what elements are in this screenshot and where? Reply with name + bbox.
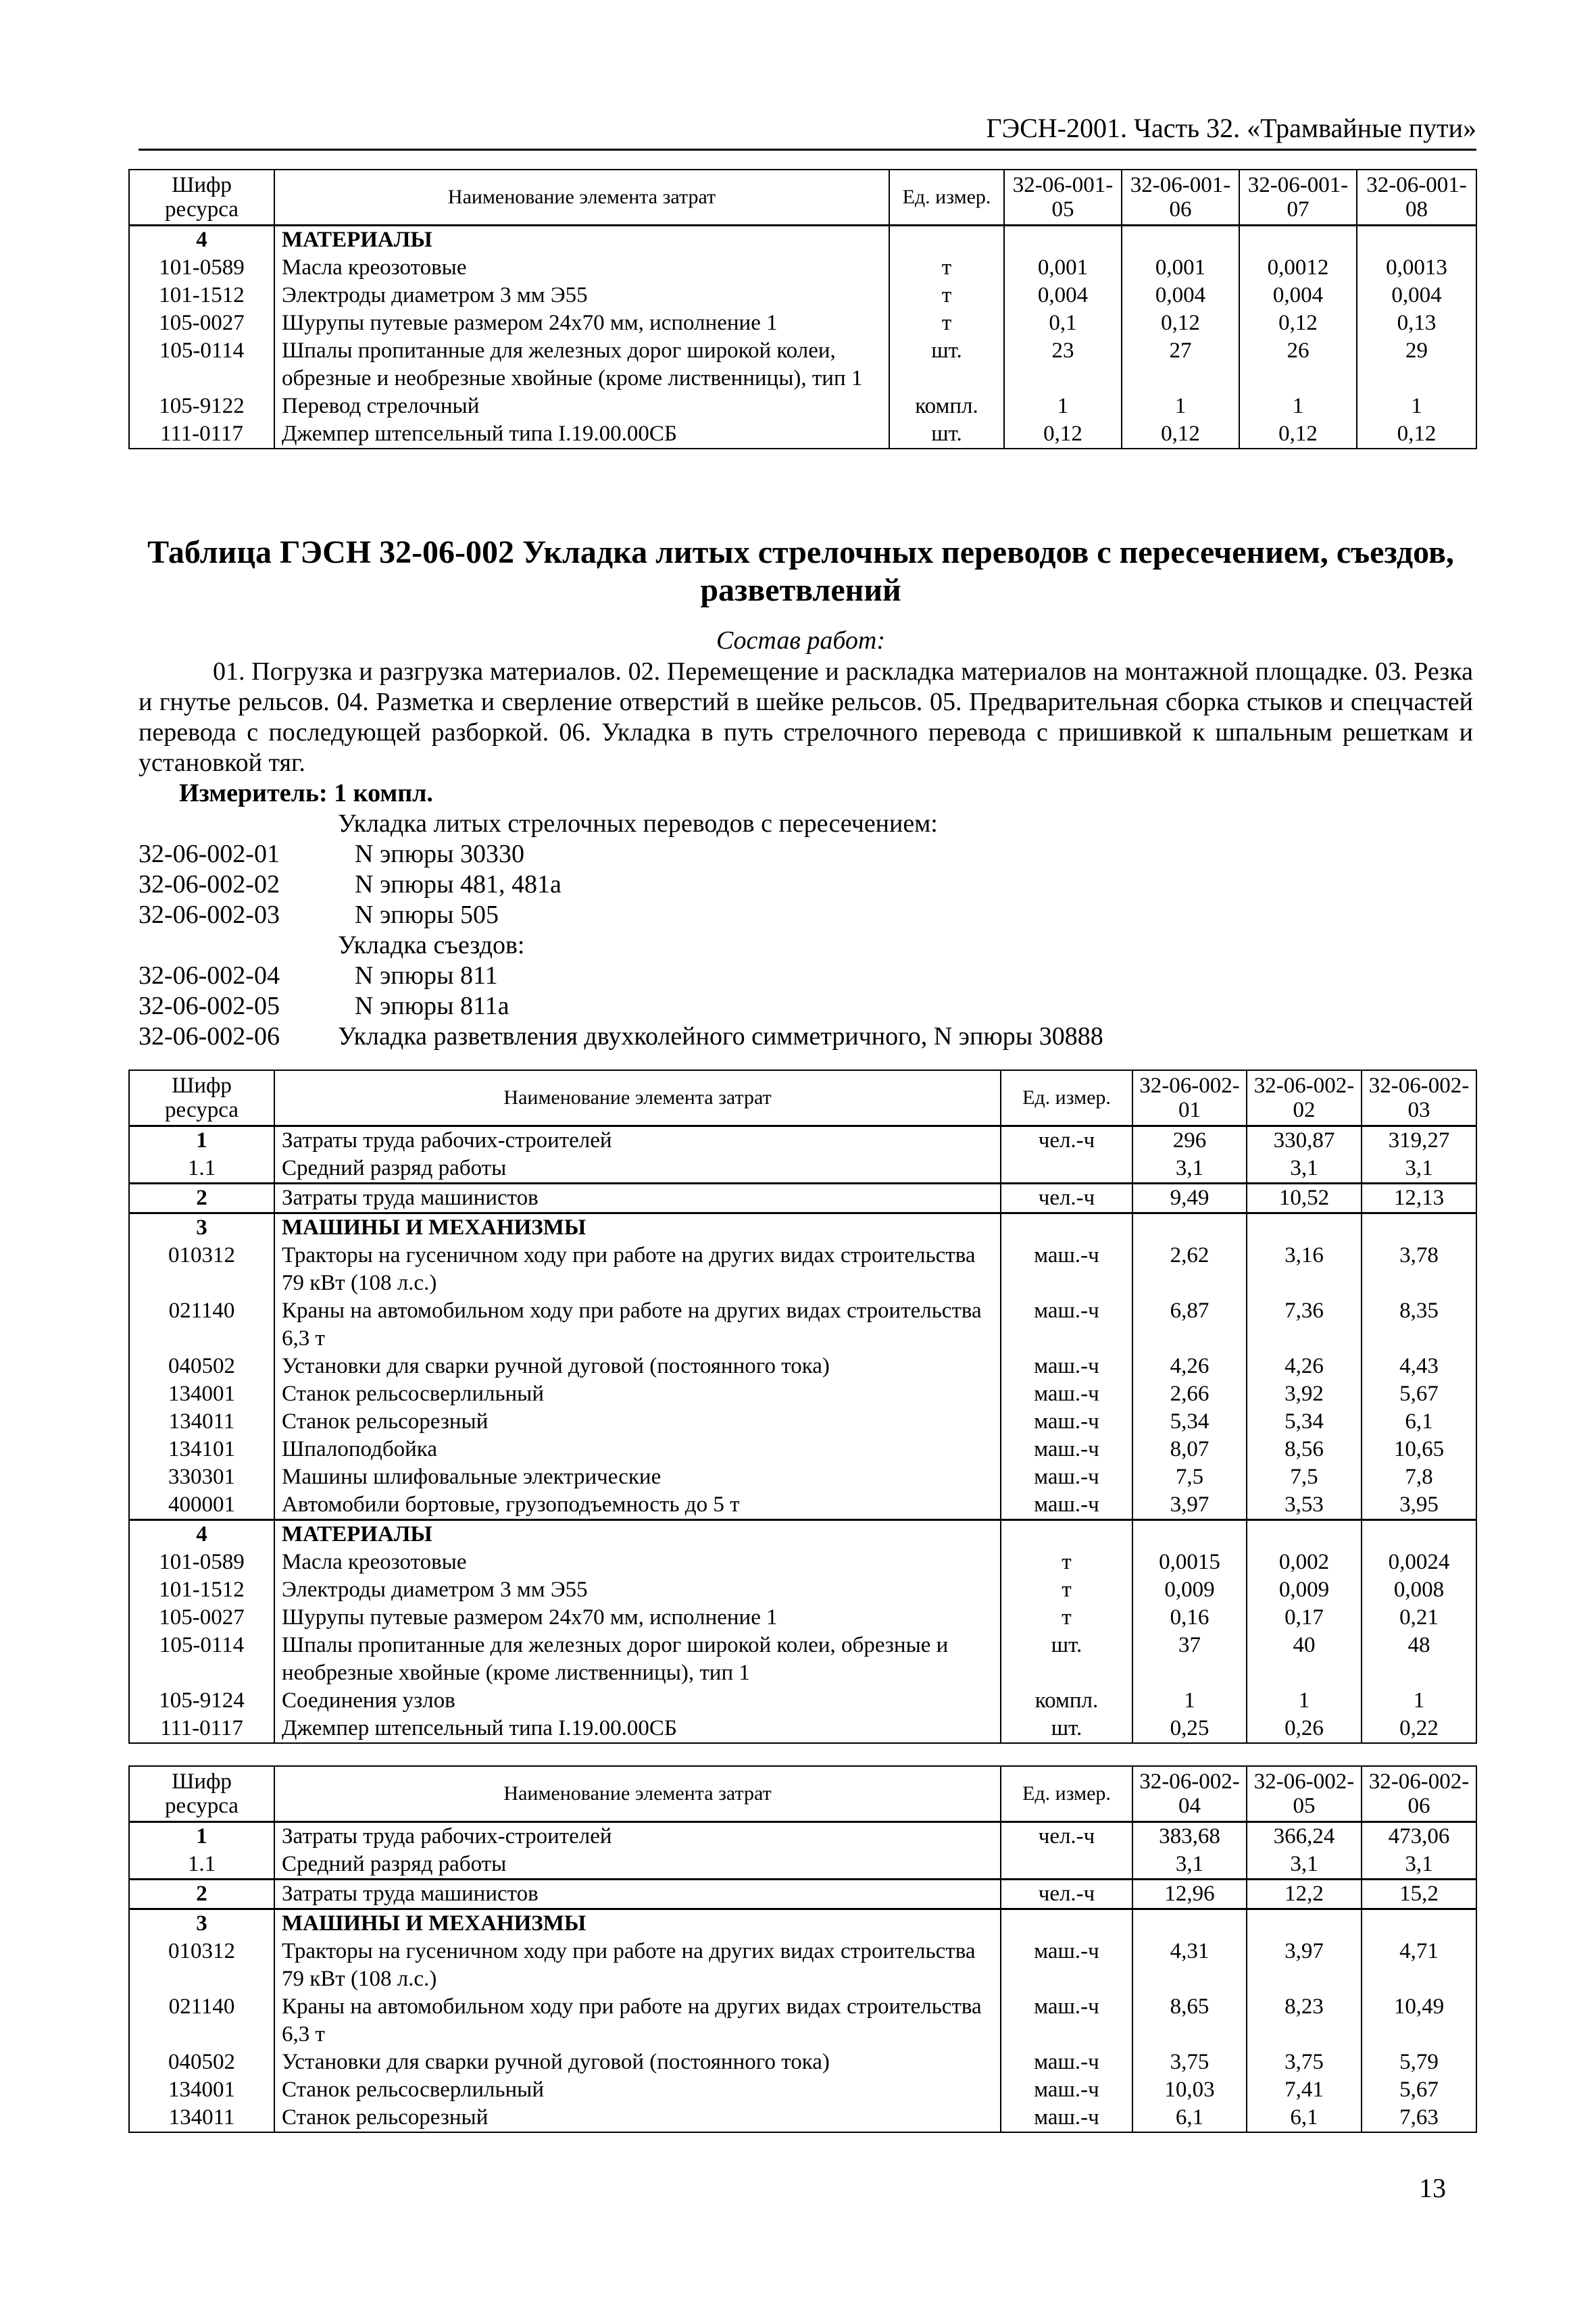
list-item: [139, 1022, 1473, 1052]
header-unit: Ед. измер.: [889, 170, 1004, 226]
table-row: 101-0589 Масла креозотовые т 0,0015 0,002 0,0024: [129, 1549, 1476, 1576]
table-row: 1 Затраты труда рабочих-строителей чел.-ч 296 330,87 319,27: [129, 1126, 1476, 1155]
value-cell: 0,004: [1239, 282, 1357, 309]
resource-code: 111-0117: [129, 420, 274, 449]
section-row: 3 МАШИНЫ И МЕХАНИЗМЫ: [129, 1909, 1476, 1938]
value-cell: 29: [1357, 337, 1476, 393]
item-group-heading: Укладка литых стрелочных переводов с пересечением:: [338, 809, 938, 838]
table-row: 400001 Автомобили бортовые, грузоподъемность до 5 т маш.-ч 3,97 3,53 3,95: [129, 1491, 1476, 1520]
resource-name: Масла креозотовые: [274, 254, 889, 282]
header-name: Наименование элемента затрат: [274, 170, 889, 226]
value-cell: 27: [1122, 337, 1239, 393]
table-row: 1.1 Средний разряд работы 3,1 3,1 3,1: [129, 1851, 1476, 1880]
value-cell: 0,12: [1122, 309, 1239, 337]
value-cell: 1: [1122, 393, 1239, 420]
value-cell: 1: [1004, 393, 1122, 420]
table-row: 2 Затраты труда машинистов чел.-ч 12,96 12,2 15,2: [129, 1880, 1476, 1909]
table-row: 010312 Тракторы на гусеничном ходу при работе на других видах строительства 79 кВт (108 л.с.) маш.-ч 4,31 3,97 4,71: [129, 1938, 1476, 1993]
table-row: 134011 Станок рельсорезный маш.-ч 5,34 5,34 6,1: [129, 1408, 1476, 1436]
list-item: [139, 900, 1473, 930]
value-cell: 26: [1239, 337, 1357, 393]
header-code: Шифр ресурса: [129, 1070, 274, 1126]
running-header: ГЭСН-2001. Часть 32. «Трамвайные пути»: [139, 108, 1476, 151]
resource-unit: т: [889, 309, 1004, 337]
header-col: 32-06-002-02: [1247, 1070, 1362, 1126]
header-name: Наименование элемента затрат: [274, 1070, 1001, 1126]
resource-name: Шпалы пропитанные для железных дорог широкой колеи, обрезные и необрезные хвойные (кроме лиственницы), тип 1: [274, 337, 889, 393]
resource-unit: т: [889, 254, 1004, 282]
value-cell: 0,1: [1004, 309, 1122, 337]
header-code: Шифр ресурса: [129, 1766, 274, 1822]
table-row: 1.1 Средний разряд работы 3,1 3,1 3,1: [129, 1155, 1476, 1184]
header-code: Шифр ресурса: [129, 170, 274, 226]
value-cell: 0,0013: [1357, 254, 1476, 282]
item-code: 32-06-002-01: [139, 840, 280, 868]
value-cell: 23: [1004, 337, 1122, 393]
value-cell: 0,12: [1122, 420, 1239, 449]
item-text: N эпюры 30330: [355, 840, 525, 868]
resource-name: Перевод стрелочный: [274, 393, 889, 420]
value-cell: 0,004: [1004, 282, 1122, 309]
resource-code: 105-9122: [129, 393, 274, 420]
resource-unit: шт.: [889, 337, 1004, 393]
table-row: 2 Затраты труда машинистов чел.-ч 9,49 10,52 12,13: [129, 1184, 1476, 1213]
item-text: Укладка разветвления двухколейного симметричного, N эпюры 30888: [338, 1022, 1103, 1051]
header-col: 32-06-001-07: [1239, 170, 1357, 226]
table-row: [129, 393, 1476, 420]
resource-name: Электроды диаметром 3 мм Э55: [274, 282, 889, 309]
item-text: N эпюры 811а: [355, 992, 509, 1020]
table-resources-002-04-06: [128, 1765, 1477, 2133]
table-header-row: [129, 1766, 1476, 1822]
resource-unit: т: [889, 282, 1004, 309]
value-cell: 0,12: [1239, 420, 1357, 449]
value-cell: 0,001: [1004, 254, 1122, 282]
resource-unit: шт.: [889, 420, 1004, 449]
page-number: 13: [1419, 2173, 1446, 2203]
table-row: 134001 Станок рельсосверлильный маш.-ч 2,66 3,92 5,67: [129, 1380, 1476, 1408]
table-row: 101-1512 Электроды диаметром 3 мм Э55 т 0,009 0,009 0,008: [129, 1576, 1476, 1604]
table-row: [129, 282, 1476, 309]
table-row: 134101 Шпалоподбойка маш.-ч 8,07 8,56 10,65: [129, 1436, 1476, 1463]
resource-name: Шурупы путевые размером 24х70 мм, исполнение 1: [274, 309, 889, 337]
table-row: 105-0027 Шурупы путевые размером 24х70 мм, исполнение 1 т 0,16 0,17 0,21: [129, 1604, 1476, 1632]
section-row: [129, 226, 1476, 255]
table-resources-002-01-03: [128, 1070, 1477, 1744]
header-col: 32-06-002-05: [1247, 1766, 1362, 1822]
item-code: 32-06-002-05: [139, 992, 280, 1020]
value-cell: 0,12: [1239, 309, 1357, 337]
value-cell: 1: [1357, 393, 1476, 420]
resource-code: 105-0027: [129, 309, 274, 337]
table-row: 134011 Станок рельсорезный маш.-ч 6,1 6,1 7,63: [129, 2104, 1476, 2132]
header-unit: Ед. измер.: [1001, 1070, 1132, 1126]
section-row: 3 МАШИНЫ И МЕХАНИЗМЫ: [129, 1213, 1476, 1242]
list-item: [139, 839, 1473, 870]
value-cell: 1: [1239, 393, 1357, 420]
table-row: 111-0117 Джемпер штепсельный типа I.19.00.00СБ шт. 0,25 0,26 0,22: [129, 1715, 1476, 1743]
list-item: [139, 991, 1473, 1022]
item-group-heading: Укладка съездов:: [338, 931, 525, 959]
list-item: [139, 870, 1473, 900]
value-cell: 0,001: [1122, 254, 1239, 282]
table-row: 021140 Краны на автомобильном ходу при работе на других видах строительства 6,3 т маш.-ч 6,87 7,36 8,35: [129, 1297, 1476, 1353]
section-code: 4: [129, 226, 274, 255]
header-col: 32-06-001-06: [1122, 170, 1239, 226]
header-unit: Ед. измер.: [1001, 1766, 1132, 1822]
table-row: 040502 Установки для сварки ручной дуговой (постоянного тока) маш.-ч 3,75 3,75 5,79: [129, 2048, 1476, 2076]
item-text: N эпюры 811: [355, 961, 498, 990]
header-col: 32-06-002-01: [1132, 1070, 1247, 1126]
value-cell: 0,0012: [1239, 254, 1357, 282]
table-row: 010312 Тракторы на гусеничном ходу при работе на других видах строительства 79 кВт (108 л.с.) маш.-ч 2,62 3,16 3,78: [129, 1242, 1476, 1297]
header-col: 32-06-002-06: [1362, 1766, 1476, 1822]
resource-unit: компл.: [889, 393, 1004, 420]
meter-label: Измеритель: 1 компл.: [179, 779, 433, 807]
resource-code: 101-1512: [129, 282, 274, 309]
item-list: [139, 809, 1473, 1052]
resource-code: 101-0589: [129, 254, 274, 282]
item-code: 32-06-002-03: [139, 901, 280, 929]
value-cell: 0,12: [1004, 420, 1122, 449]
item-code: 32-06-002-02: [139, 870, 280, 899]
table-title: Таблица ГЭСН 32-06-002 Укладка литых стрелочных переводов с пересечением, съездов, разветвлений: [147, 534, 1454, 608]
header-col: 32-06-002-04: [1132, 1766, 1247, 1822]
table-row: [129, 420, 1476, 449]
resource-name: Джемпер штепсельный типа I.19.00.00СБ: [274, 420, 889, 449]
value-cell: 0,13: [1357, 309, 1476, 337]
header-col: 32-06-002-03: [1362, 1070, 1476, 1126]
table-row: 1 Затраты труда рабочих-строителей чел.-ч 383,68 366,24 473,06: [129, 1822, 1476, 1851]
work-composition-text: 01. Погрузка и разгрузка материалов. 02. Перемещение и раскладка материалов на монтажной площадке. 03. Резка и гнутье рельсов. 04. Разметка и сверление отверстий в шейке рельсов. 05. Предварительная сборка стыков и спецчастей перевода с последующей разборкой. 06. Укладка в путь стрелочного перевода с пришивкой к шпальным решеткам и установкой тяг.: [139, 657, 1473, 777]
table-row: 330301 Машины шлифовальные электрические маш.-ч 7,5 7,5 7,8: [129, 1463, 1476, 1491]
table-row: [129, 337, 1476, 393]
work-composition-label: Состав работ:: [716, 626, 886, 655]
list-item: [139, 961, 1473, 991]
table-row: 021140 Краны на автомобильном ходу при работе на других видах строительства 6,3 т маш.-ч 8,65 8,23 10,49: [129, 1993, 1476, 2048]
header-name: Наименование элемента затрат: [274, 1766, 1001, 1822]
table-row: 040502 Установки для сварки ручной дуговой (постоянного тока) маш.-ч 4,26 4,26 4,43: [129, 1353, 1476, 1380]
table-header-row: [129, 170, 1476, 226]
value-cell: 0,12: [1357, 420, 1476, 449]
header-col: 32-06-001-05: [1004, 170, 1122, 226]
table-materials-001: [128, 169, 1477, 449]
table-row: [129, 254, 1476, 282]
table-row: 105-0114 Шпалы пропитанные для железных дорог широкой колеи, обрезные и необрезные хвойные (кроме лиственницы), тип 1 шт. 37 40 48: [129, 1632, 1476, 1687]
table-row: [129, 309, 1476, 337]
table-row: 134001 Станок рельсосверлильный маш.-ч 10,03 7,41 5,67: [129, 2076, 1476, 2104]
table-row: 105-9124 Соединения узлов компл. 1 1 1: [129, 1687, 1476, 1715]
item-text: N эпюры 505: [355, 901, 499, 929]
item-code: 32-06-002-04: [139, 961, 280, 990]
item-code: 32-06-002-06: [139, 1022, 280, 1051]
value-cell: 0,004: [1122, 282, 1239, 309]
value-cell: 0,004: [1357, 282, 1476, 309]
resource-code: 105-0114: [129, 337, 274, 393]
header-col: 32-06-001-08: [1357, 170, 1476, 226]
item-text: N эпюры 481, 481а: [355, 870, 562, 899]
section-title: МАТЕРИАЛЫ: [274, 226, 889, 255]
section-row: 4 МАТЕРИАЛЫ: [129, 1520, 1476, 1549]
table-header-row: [129, 1070, 1476, 1126]
